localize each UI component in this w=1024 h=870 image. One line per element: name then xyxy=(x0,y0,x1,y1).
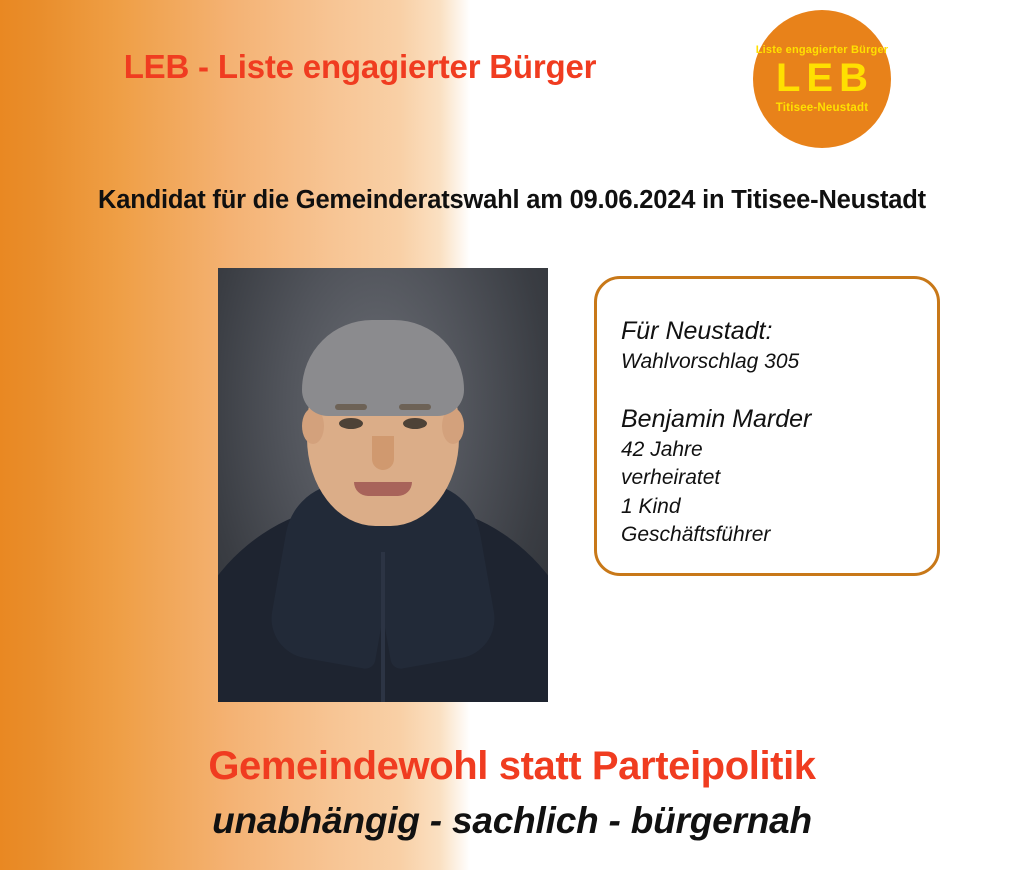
portrait-eye-right xyxy=(403,418,427,429)
candidate-portrait xyxy=(218,268,548,702)
portrait-eyebrow-left xyxy=(335,404,367,410)
leb-logo xyxy=(755,12,889,146)
logo-top-text: Liste engagierter Bürger xyxy=(755,43,889,56)
portrait-eyebrow-right xyxy=(399,404,431,410)
page-title: LEB - Liste engagierter Bürger xyxy=(123,48,597,85)
candidate-family-status: verheiratet xyxy=(621,466,721,490)
slogan-primary: Gemeindewohl statt Parteipolitik xyxy=(208,744,816,788)
portrait-nose xyxy=(372,436,394,470)
portrait-hair xyxy=(302,320,464,416)
candidate-name: Benjamin Marder xyxy=(621,404,812,433)
info-lead-line2: Wahlvorschlag 305 xyxy=(621,350,800,373)
candidate-job: Geschäftsführer xyxy=(621,523,771,547)
candidate-children: 1 Kind xyxy=(621,494,681,518)
slogan-secondary: unabhängig - sachlich - bürgernah xyxy=(212,800,812,841)
election-subtitle: Kandidat für die Gemeinderatswahl am 09.06.2024 in Titisee-Neustadt xyxy=(98,186,926,214)
candidate-age: 42 Jahre xyxy=(621,437,703,461)
logo-main-text: LEB xyxy=(776,56,874,101)
info-lead-line1: Für Neustadt: xyxy=(621,317,773,345)
logo-bottom-text: Titisee-Neustadt xyxy=(775,102,869,115)
portrait-zipper xyxy=(381,552,385,702)
candidate-info-box xyxy=(594,276,940,576)
portrait-mouth xyxy=(354,482,412,496)
portrait-eye-left xyxy=(339,418,363,429)
